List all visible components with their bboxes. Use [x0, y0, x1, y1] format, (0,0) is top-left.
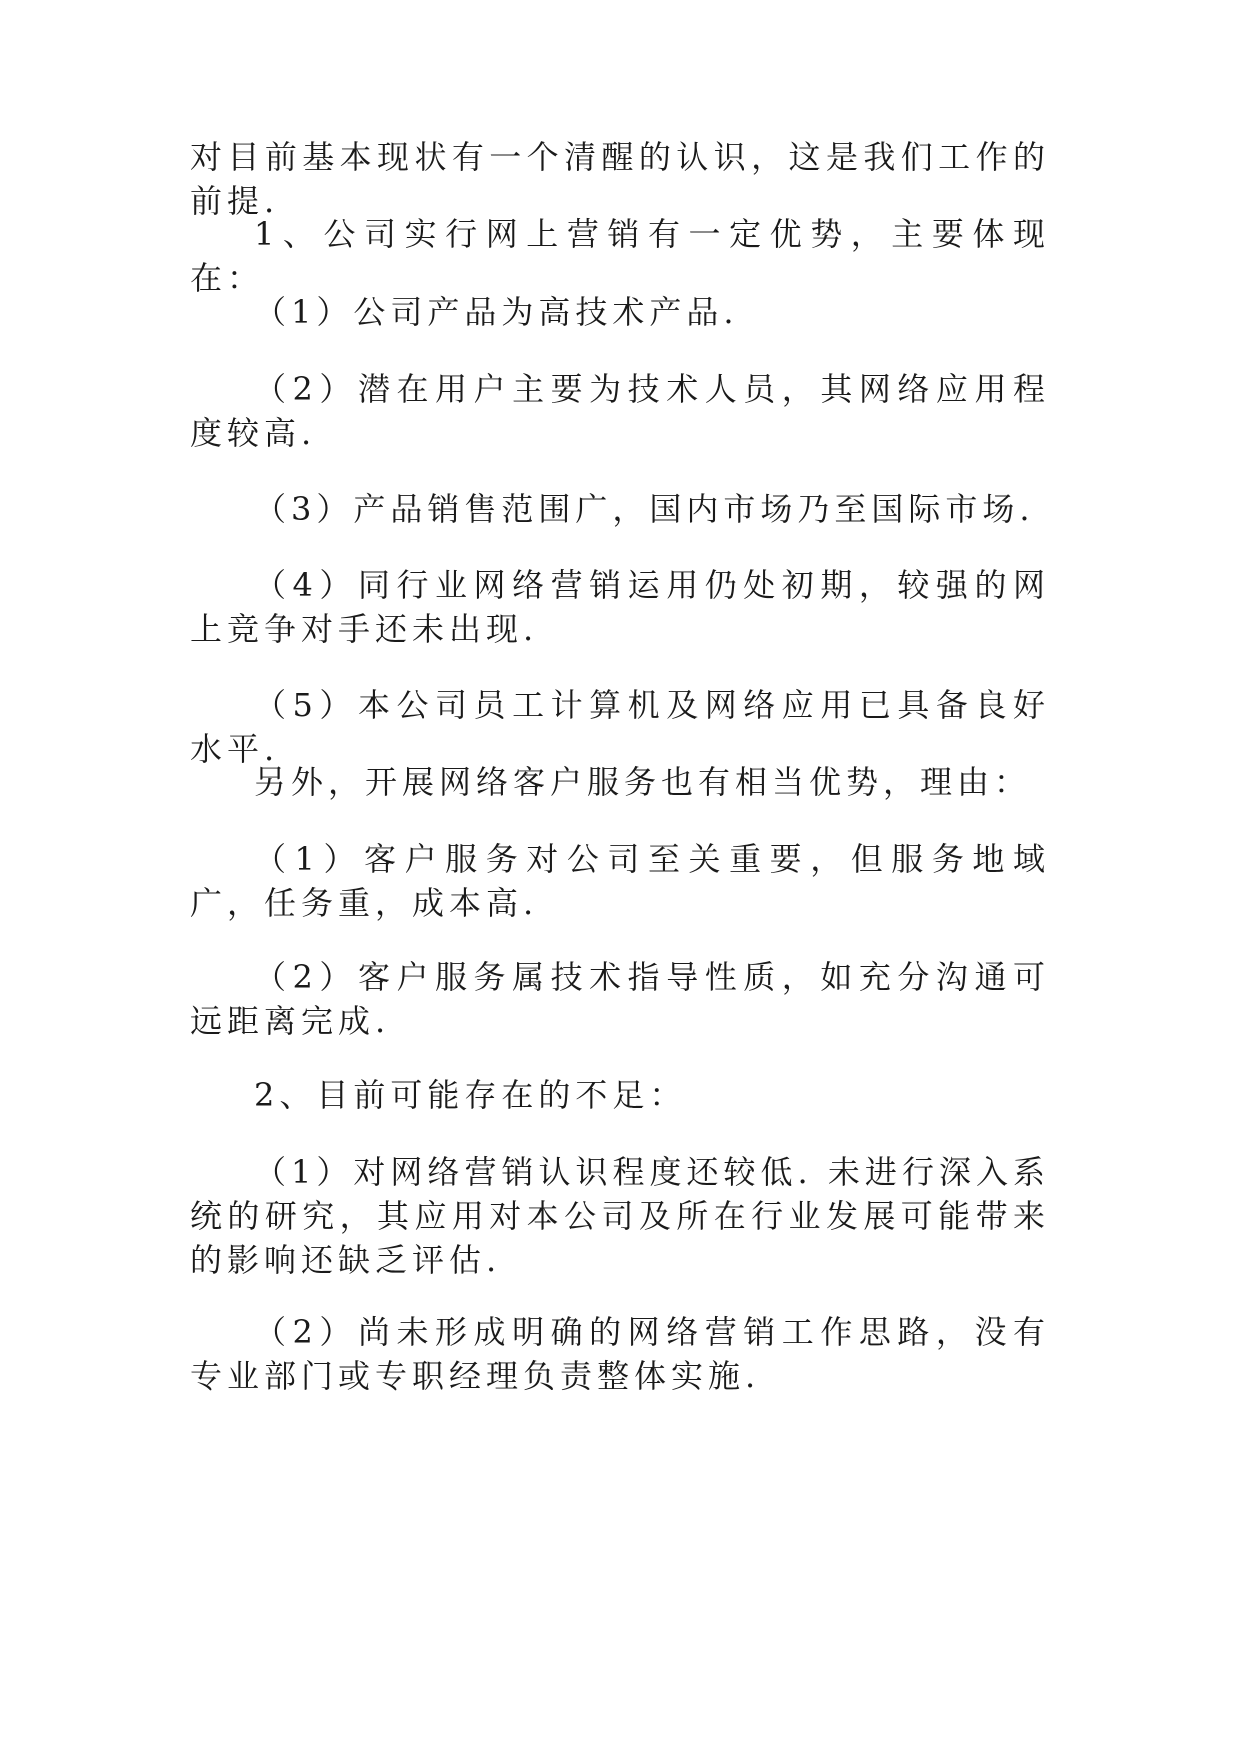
paragraph-advantage-5: （5）本公司员工计算机及网络应用已具备良好水平. [190, 686, 1050, 768]
paragraph-intro: 对目前基本现状有一个清醒的认识，这是我们工作的前提. [190, 138, 1050, 220]
paragraph-advantage-3: （3）产品销售范围广，国内市场乃至国际市场. [254, 490, 1035, 528]
paragraph-advantage-1: （1）公司产品为高技术产品. [254, 293, 739, 331]
paragraph-advantage-2: （2）潜在用户主要为技术人员，其网络应用程度较高. [190, 370, 1050, 452]
paragraph-shortcoming-1: （1）对网络营销认识程度还较低. 未进行深入系统的研究，其应用对本公司及所在行业发展可能带来的影响还缺乏评估. [190, 1153, 1050, 1279]
paragraph-shortcoming-2: （2）尚未形成明确的网络营销工作思路，没有专业部门或专职经理负责整体实施. [190, 1313, 1050, 1395]
paragraph-service-1: （1）客户服务对公司至关重要，但服务地域广，任务重，成本高. [190, 840, 1050, 922]
paragraph-advantages-heading: 1、公司实行网上营销有一定优势，主要体现在： [190, 215, 1050, 297]
paragraph-advantage-4: （4）同行业网络营销运用仍处初期，较强的网上竞争对手还未出现. [190, 566, 1050, 648]
paragraph-shortcomings-heading: 2、目前可能存在的不足： [254, 1076, 687, 1114]
paragraph-service-heading: 另外，开展网络客户服务也有相当优势，理由： [254, 763, 1032, 801]
paragraph-service-2: （2）客户服务属技术指导性质，如充分沟通可远距离完成. [190, 958, 1050, 1040]
